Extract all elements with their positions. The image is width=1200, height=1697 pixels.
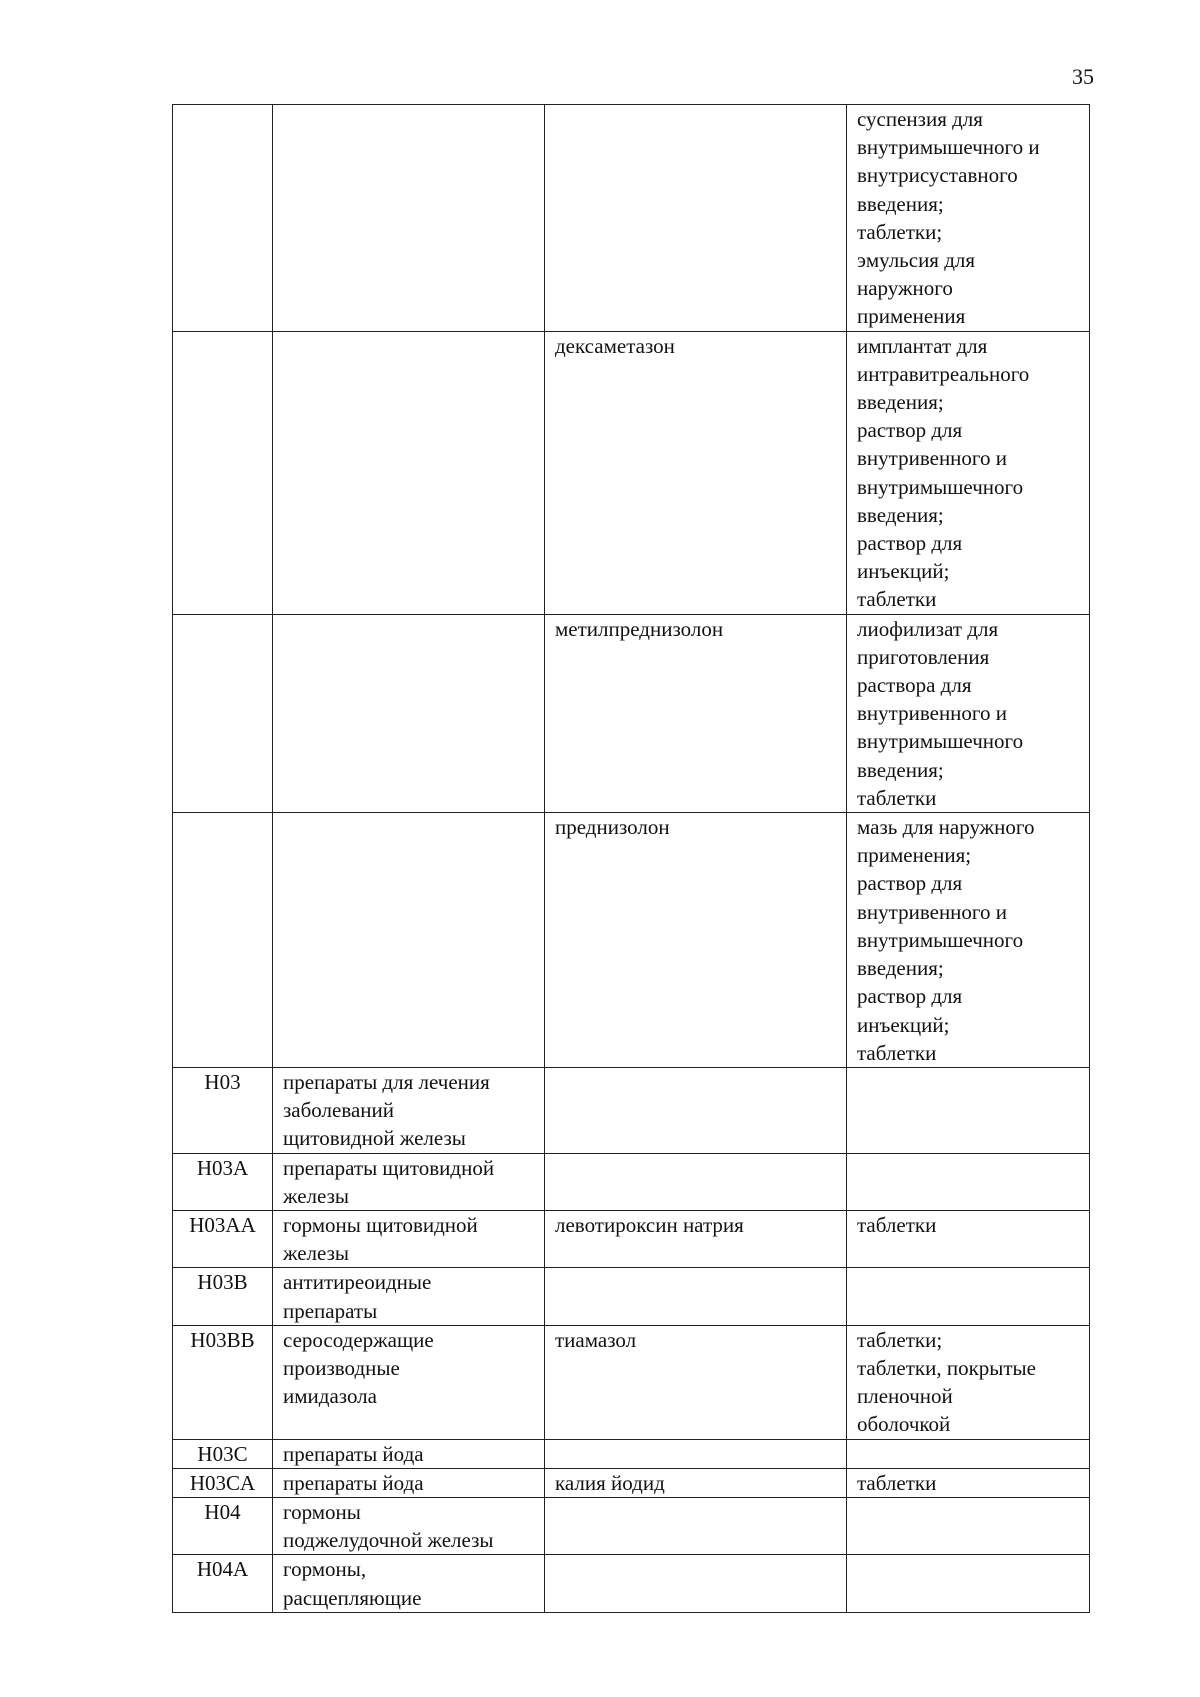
dosage-form-cell (847, 1439, 1090, 1468)
table-row (173, 1268, 1090, 1325)
dosage-form-cell (847, 1497, 1090, 1554)
atc-code-cell (173, 614, 273, 812)
atc-group-cell: гормоны, расщепляющие (273, 1555, 545, 1612)
atc-code-cell: H03AA (173, 1210, 273, 1267)
drug-table (172, 104, 1090, 1613)
table-row (173, 331, 1090, 614)
dosage-form-cell: таблетки (847, 1210, 1090, 1267)
dosage-form-cell: таблетки (847, 1468, 1090, 1497)
drug-name-cell (545, 1497, 847, 1554)
dosage-form-cell (847, 1268, 1090, 1325)
atc-group-cell: препараты щитовидной железы (273, 1153, 545, 1210)
atc-group-cell (273, 105, 545, 332)
dosage-form-cell: суспензия для внутримышечного и внутрисуставного введения; таблетки; эмульсия для наружного применения (847, 105, 1090, 332)
page-number: 35 (1072, 64, 1094, 89)
atc-group-cell: антитиреоидные препараты (273, 1268, 545, 1325)
atc-group-cell (273, 331, 545, 614)
atc-code-cell: H03C (173, 1439, 273, 1468)
table-row (173, 1555, 1090, 1612)
drug-name-cell (545, 105, 847, 332)
table-row (173, 1468, 1090, 1497)
table-row (173, 1153, 1090, 1210)
table-row (173, 1439, 1090, 1468)
atc-group-cell: препараты йода (273, 1468, 545, 1497)
dosage-form-cell (847, 1067, 1090, 1153)
drug-name-cell: преднизолон (545, 813, 847, 1068)
drug-name-cell (545, 1067, 847, 1153)
drug-name-cell (545, 1153, 847, 1210)
atc-group-cell (273, 614, 545, 812)
dosage-form-cell: таблетки; таблетки, покрытые пленочной оболочкой (847, 1325, 1090, 1439)
table-row (173, 614, 1090, 812)
table-row (173, 105, 1090, 332)
atc-group-cell: препараты для лечения заболеваний щитовидной железы (273, 1067, 545, 1153)
atc-group-cell: гормоны поджелудочной железы (273, 1497, 545, 1554)
atc-group-cell: серосодержащие производные имидазола (273, 1325, 545, 1439)
dosage-form-cell: имплантат для интравитреального введения; раствор для внутривенного и внутримышечного введения; раствор для инъекций; таблетки (847, 331, 1090, 614)
drug-name-cell (545, 1439, 847, 1468)
atc-code-cell: H03BB (173, 1325, 273, 1439)
atc-code-cell: H03CA (173, 1468, 273, 1497)
atc-group-cell (273, 813, 545, 1068)
atc-code-cell: H03 (173, 1067, 273, 1153)
drug-name-cell: дексаметазон (545, 331, 847, 614)
drug-name-cell: метилпреднизолон (545, 614, 847, 812)
atc-code-cell: H04 (173, 1497, 273, 1554)
dosage-form-cell (847, 1153, 1090, 1210)
atc-code-cell: H04A (173, 1555, 273, 1612)
table-row (173, 813, 1090, 1068)
table-row (173, 1325, 1090, 1439)
table-row (173, 1067, 1090, 1153)
dosage-form-cell (847, 1555, 1090, 1612)
atc-code-cell (173, 331, 273, 614)
dosage-form-cell: мазь для наружного применения; раствор для внутривенного и внутримышечного введения; раствор для инъекций; таблетки (847, 813, 1090, 1068)
atc-code-cell: H03B (173, 1268, 273, 1325)
drug-name-cell: левотироксин натрия (545, 1210, 847, 1267)
atc-group-cell: препараты йода (273, 1439, 545, 1468)
drug-name-cell (545, 1555, 847, 1612)
table-row (173, 1210, 1090, 1267)
drug-name-cell: тиамазол (545, 1325, 847, 1439)
drug-name-cell (545, 1268, 847, 1325)
dosage-form-cell: лиофилизат для приготовления раствора для внутривенного и внутримышечного введения; таблетки (847, 614, 1090, 812)
atc-code-cell (173, 813, 273, 1068)
atc-code-cell: H03A (173, 1153, 273, 1210)
atc-code-cell (173, 105, 273, 332)
atc-group-cell: гормоны щитовидной железы (273, 1210, 545, 1267)
drug-name-cell: калия йодид (545, 1468, 847, 1497)
table-row (173, 1497, 1090, 1554)
